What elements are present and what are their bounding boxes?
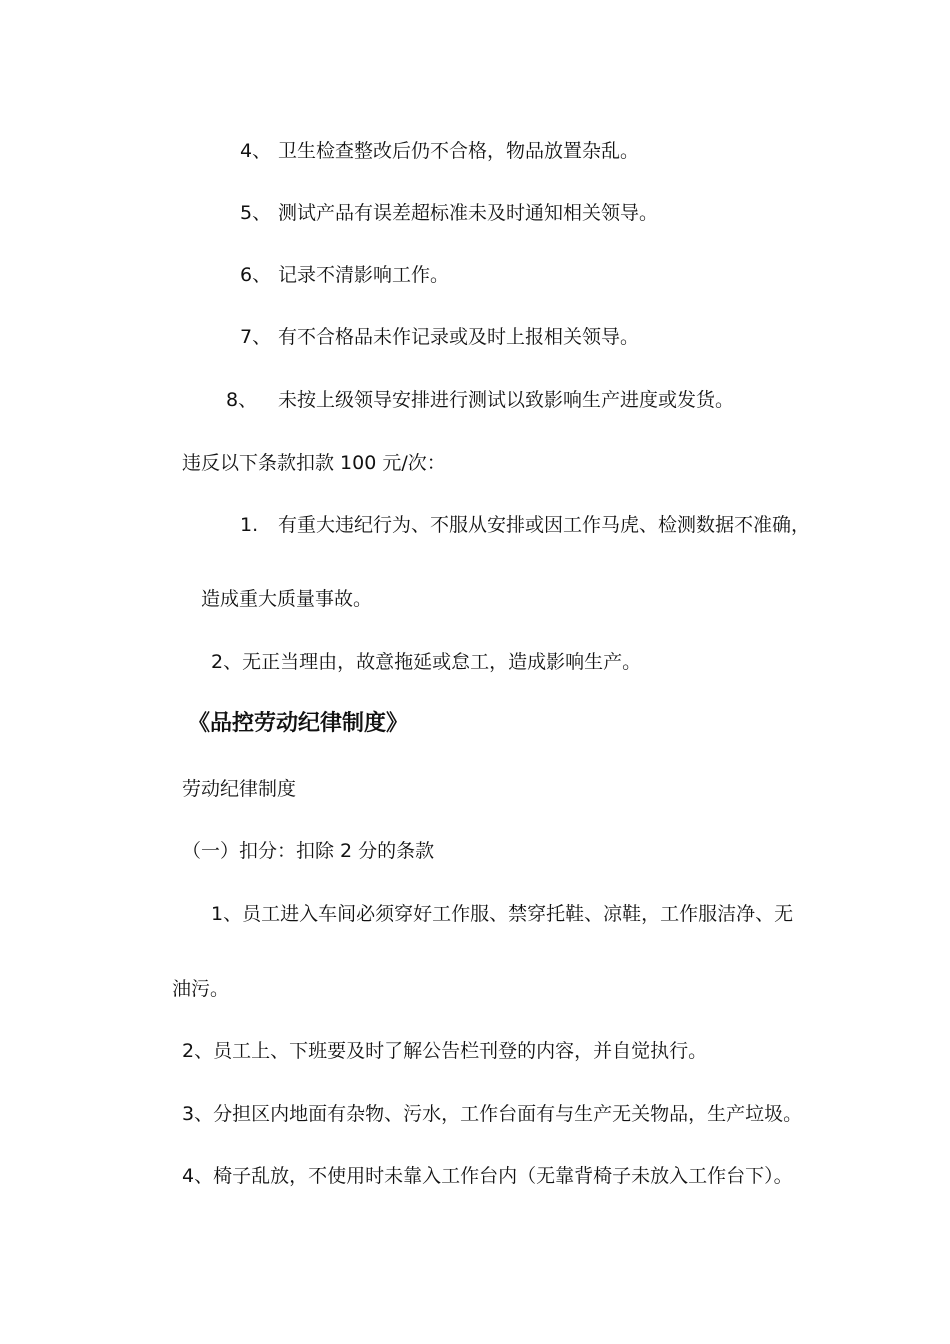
list-item-number: 1. bbox=[240, 514, 259, 536]
list-item-number: 6、 bbox=[240, 264, 272, 286]
list-item-continuation: 造成重大质量事故。 bbox=[201, 588, 373, 610]
list-item-number: 7、 bbox=[240, 326, 272, 348]
list-item-text: 4、椅子乱放，不使用时未靠入工作台内（无靠背椅子未放入工作台下）。 bbox=[182, 1165, 793, 1187]
list-item-continuation: 油污。 bbox=[172, 978, 230, 1000]
list-item-text: 记录不清影响工作。 bbox=[278, 264, 450, 286]
list-item-text: 有重大违纪行为、不服从安排或因工作马虎、检测数据不准确， bbox=[278, 514, 811, 536]
list-item-text: 有不合格品未作记录或及时上报相关领导。 bbox=[278, 326, 640, 348]
subtitle: 劳动纪律制度 bbox=[182, 778, 297, 800]
list-item-number: 4、 bbox=[240, 140, 272, 162]
list-item-number: 5、 bbox=[240, 202, 272, 224]
section-title: 《品控劳动纪律制度》 bbox=[188, 711, 409, 736]
deduct-heading: （一）扣分：扣除 2 分的条款 bbox=[182, 840, 435, 862]
list-item-number: 8、 bbox=[226, 389, 258, 411]
list-item-text: 测试产品有误差超标准未及时通知相关领导。 bbox=[278, 202, 659, 224]
list-item-text: 3、分担区内地面有杂物、污水，工作台面有与生产无关物品，生产垃圾。 bbox=[182, 1103, 803, 1125]
list-item-text: 2、无正当理由，故意拖延或怠工，造成影响生产。 bbox=[211, 651, 642, 673]
list-item-text: 未按上级领导安排进行测试以致影响生产进度或发货。 bbox=[278, 389, 735, 411]
penalty-heading: 违反以下条款扣款 100 元/次： bbox=[182, 452, 446, 474]
list-item-text: 2、员工上、下班要及时了解公告栏刊登的内容，并自觉执行。 bbox=[182, 1040, 708, 1062]
list-item-text: 1、员工进入车间必须穿好工作服、禁穿托鞋、凉鞋，工作服洁净、无 bbox=[211, 903, 794, 925]
list-item-text: 卫生检查整改后仍不合格，物品放置杂乱。 bbox=[278, 140, 640, 162]
